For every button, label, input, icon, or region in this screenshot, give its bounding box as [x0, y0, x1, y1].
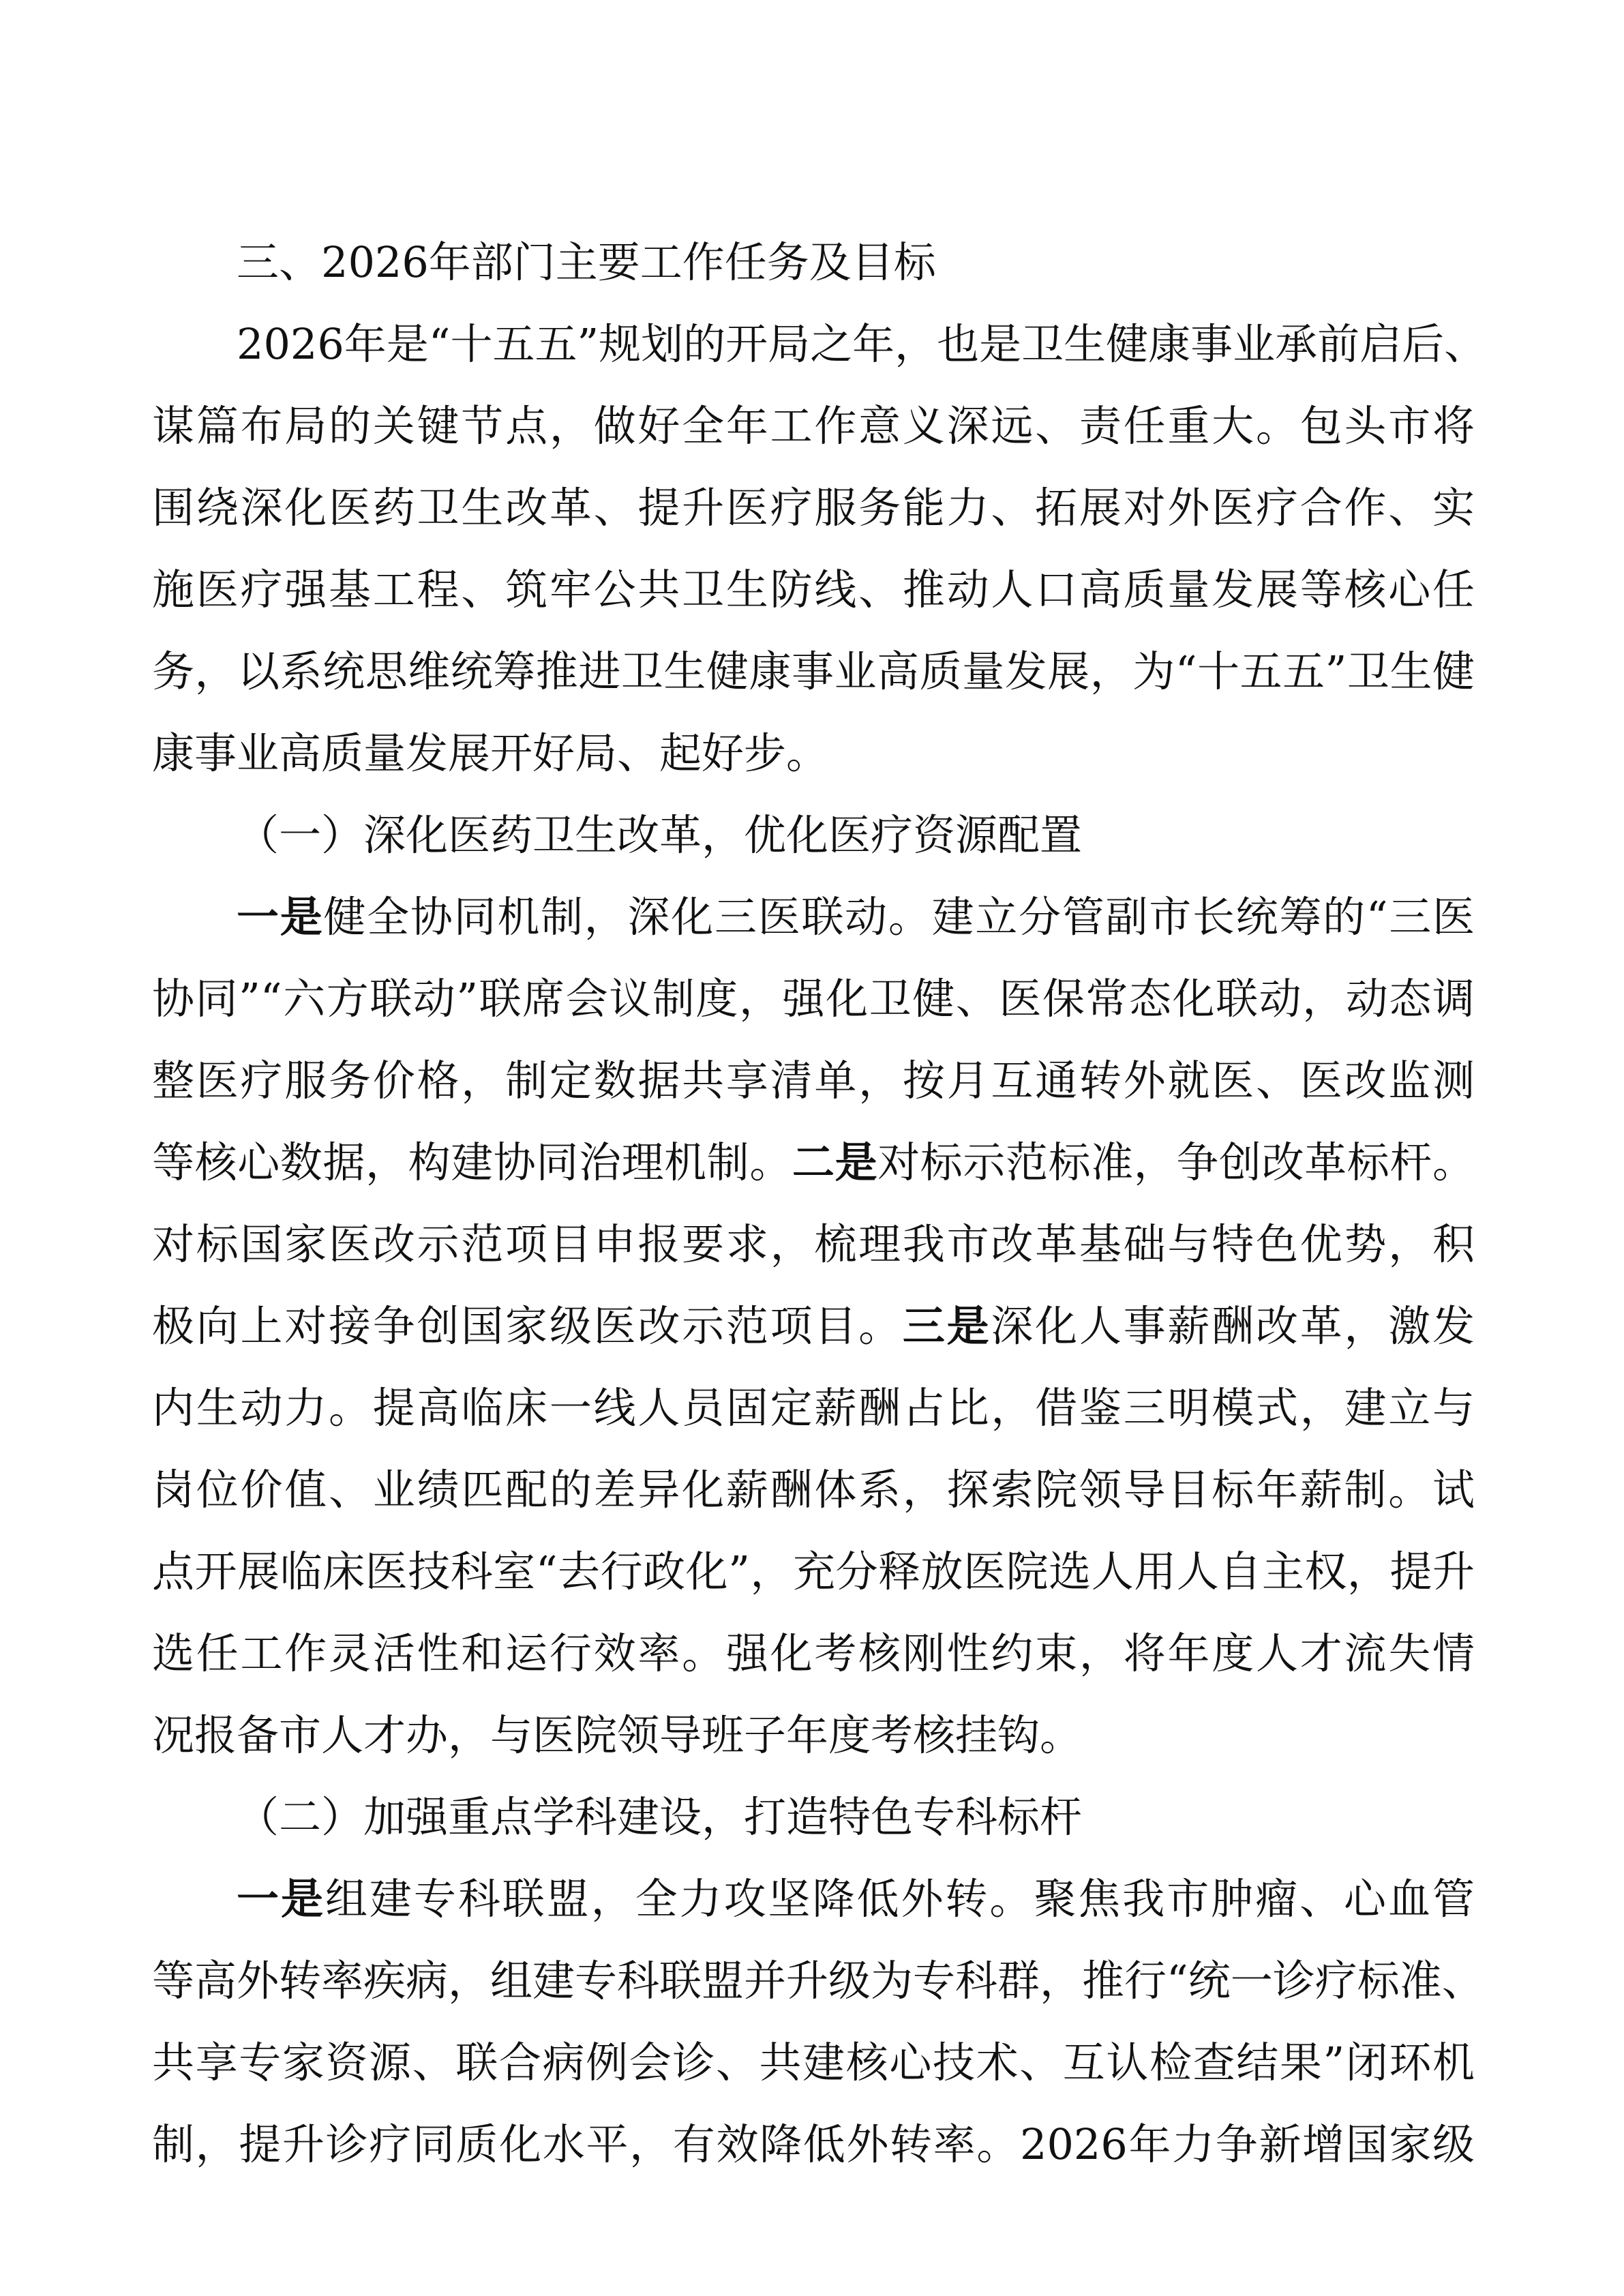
sub2-line-2: 等高外转率疾病，组建专科联盟并升级为专科群，推行“统一诊疗标准、 — [152, 1956, 1484, 2006]
sub1-line-1: 一是健全协同机制，深化三医联动。建立分管副市长统筹的“三医 — [237, 892, 1475, 942]
sub1-line-9: 点开展临床医技科室“去行政化”，充分释放医院选人用人自主权，提升 — [152, 1547, 1475, 1596]
sub1-line-6: 极向上对接争创国家级医改示范项目。三是深化人事薪酬改革，激发 — [152, 1301, 1475, 1351]
intro-line-5: 务，以系统思维统筹推进卫生健康事业高质量发展，为“十五五”卫生健 — [152, 646, 1475, 696]
intro-line-3: 围绕深化医药卫生改革、提升医疗服务能力、拓展对外医疗合作、实 — [152, 483, 1475, 533]
keyword-second: 二是 — [792, 1137, 878, 1187]
sub1-line-10: 选任工作灵活性和运行效率。强化考核刚性约束，将年度人才流失情 — [152, 1628, 1475, 1678]
sub1-line-3: 整医疗服务价格，制定数据共享清单，按月互通转外就医、医改监测 — [152, 1056, 1475, 1105]
sub1-line-7: 内生动力。提高临床一线人员固定薪酬占比，借鉴三明模式，建立与 — [152, 1383, 1475, 1433]
subsection-1-title: （一）深化医药卫生改革，优化医疗资源配置 — [237, 810, 1083, 860]
subsection-2-title: （二）加强重点学科建设，打造特色专科标杆 — [237, 1792, 1083, 1842]
intro-line-2: 谋篇布局的关键节点，做好全年工作意义深远、责任重大。包头市将 — [152, 401, 1475, 451]
sub2-line-4: 制，提升诊疗同质化水平，有效降低外转率。2026年力争新增国家级 — [152, 2119, 1475, 2169]
sub2-line-3: 共享专家资源、联合病例会诊、共建核心技术、互认检查结果”闭环机 — [152, 2038, 1475, 2087]
keyword-first-2: 一是 — [237, 1874, 325, 1924]
intro-line-6: 康事业高质量发展开好局、起好步。 — [152, 728, 829, 778]
keyword-first: 一是 — [237, 892, 324, 942]
sub2-line-1: 一是组建专科联盟，全力攻坚降低外转。聚焦我市肿瘤、心血管 — [237, 1874, 1475, 1924]
intro-line-4: 施医疗强基工程、筑牢公共卫生防线、推动人口高质量发展等核心任 — [152, 565, 1475, 614]
sub1-line-2: 协同”“六方联动”联席会议制度，强化卫健、医保常态化联动，动态调 — [152, 974, 1475, 1024]
intro-line-1: 2026年是“十五五”规划的开局之年，也是卫生健康事业承前启后、 — [237, 319, 1487, 369]
keyword-third: 三是 — [902, 1301, 991, 1351]
sub1-line-5: 对标国家医改示范项目申报要求，梳理我市改革基础与特色优势，积 — [152, 1219, 1475, 1269]
sub1-line-11: 况报备市人才办，与医院领导班子年度考核挂钩。 — [152, 1710, 1083, 1760]
section-title: 三、2026年部门主要工作任务及目标 — [237, 237, 936, 287]
sub1-line-8: 岗位价值、业绩匹配的差异化薪酬体系，探索院领导目标年薪制。试 — [152, 1465, 1475, 1515]
sub1-line-4: 等核心数据，构建协同治理机制。二是对标示范标准，争创改革标杆。 — [152, 1137, 1475, 1187]
